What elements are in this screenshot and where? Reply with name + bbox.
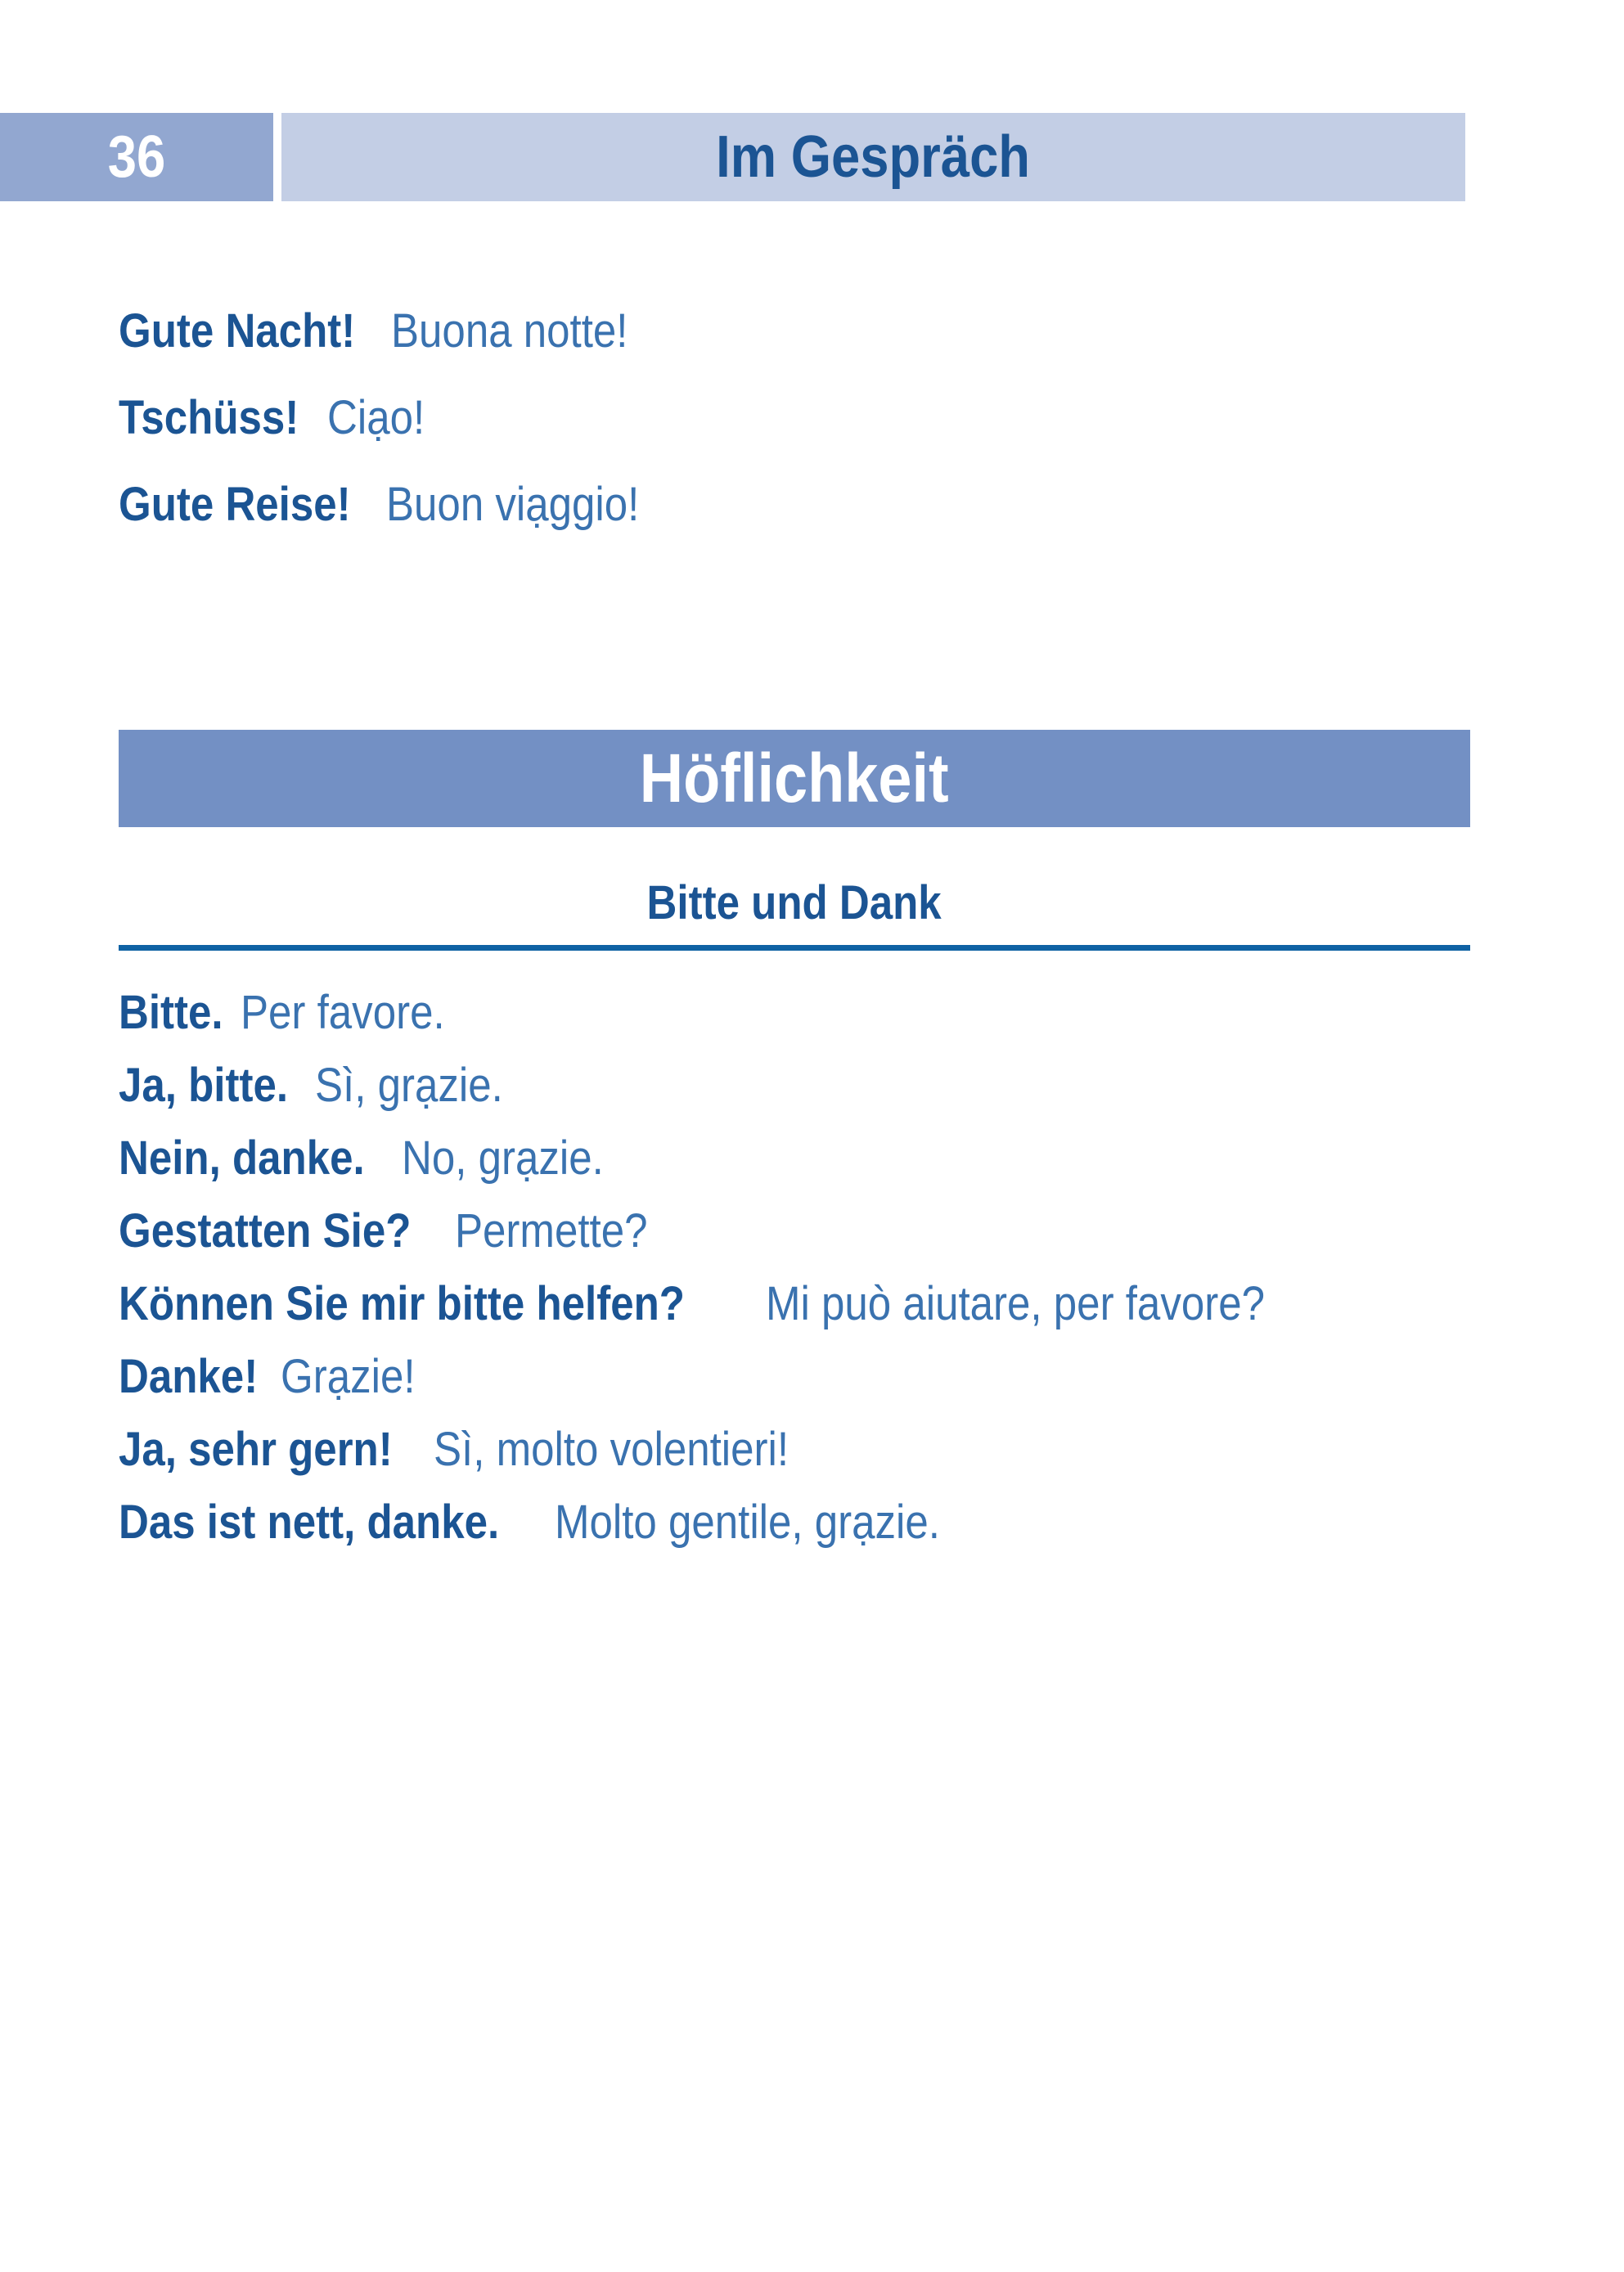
- phrase-pair: [119, 391, 1470, 445]
- phrase-pair: [119, 1059, 1470, 1113]
- phrase-italian: No, grạzie.: [402, 1132, 604, 1185]
- phrase-german: Gute Reise!: [119, 478, 351, 531]
- phrase-pair: [119, 1496, 1470, 1550]
- phrase-german: Gestatten Sie?: [119, 1204, 412, 1257]
- subsection-divider: [119, 945, 1470, 951]
- phrase-german: Das ist nett, danke.: [119, 1496, 500, 1549]
- phrase-german: Danke!: [119, 1350, 259, 1403]
- phrase-pair: [119, 1277, 1470, 1331]
- phrase-italian: Sì, grạzie.: [314, 1059, 503, 1112]
- phrase-italian: Buona notte!: [391, 304, 628, 358]
- phrase-german: Bitte.: [119, 986, 223, 1039]
- chapter-title-bar: [281, 113, 1465, 201]
- phrase-german: Ja, sehr gern!: [119, 1423, 393, 1476]
- phrase-german: Ja, bitte.: [119, 1059, 289, 1112]
- chapter-title: Im Gespräch: [716, 124, 1031, 190]
- phrase-italian: Ciạo!: [326, 391, 425, 444]
- phrase-italian: Permette?: [454, 1204, 648, 1257]
- phrase-pair: [119, 1132, 1470, 1185]
- subsection-header: [119, 877, 1470, 929]
- section-title: Höflichkeit: [640, 740, 949, 817]
- phrase-pair: [119, 1423, 1470, 1477]
- phrase-german: Gute Nacht!: [119, 304, 356, 358]
- section-banner: [119, 730, 1470, 827]
- phrase-german: Können Sie mir bitte helfen?: [119, 1277, 685, 1330]
- phrase-italian: Mi può aiutare, per favore?: [765, 1277, 1265, 1330]
- greetings-phrase-list: [119, 304, 1470, 565]
- phrase-pair: [119, 1350, 1470, 1404]
- phrase-italian: Grạzie!: [280, 1350, 416, 1403]
- subsection-title: Bitte und Dank: [646, 876, 942, 929]
- page-number-box: [0, 113, 273, 201]
- phrase-pair: [119, 1204, 1470, 1258]
- phrase-german: Nein, danke.: [119, 1132, 365, 1185]
- phrase-german: Tschüss!: [119, 391, 299, 444]
- phrase-pair: [119, 986, 1470, 1040]
- politeness-phrase-list: [119, 986, 1470, 1568]
- phrase-pair: [119, 304, 1470, 358]
- phrase-italian: Molto gentile, grạzie.: [555, 1496, 941, 1549]
- phrase-italian: Buon viạggio!: [385, 478, 640, 531]
- phrase-italian: Per favore.: [241, 986, 446, 1039]
- phrase-italian: Sì, molto volentieri!: [433, 1423, 789, 1476]
- phrase-pair: [119, 478, 1470, 532]
- page-number: 36: [107, 124, 166, 190]
